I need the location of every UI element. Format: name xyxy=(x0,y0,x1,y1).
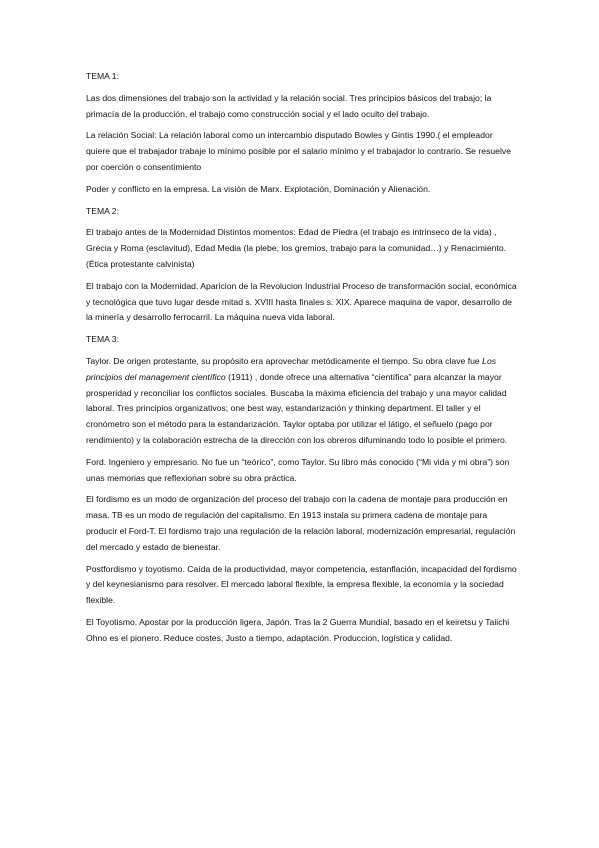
tema3-paragraph-toyotismo: El Toyotismo. Apostar por la producción ligera, Japón. Tras la 2 Guerra Mundial, basado en el keiretsu y Taiichi Ohno es el pionero. Reduce costes, Justo a tiempo, adaptación. Produccion, logística y calidad. xyxy=(86,616,510,643)
tema3-paragraph-ford: Ford. Ingeniero y empresario. No fue un “teórico”, como Taylor. Su libro más conocido (“Mi vida y mi obra”) son unas memorias que reflexionan sobre su obra práctica. xyxy=(86,456,510,483)
tema3-paragraph-taylor xyxy=(86,354,518,449)
taylor-book-title: Los principios del management científico xyxy=(86,355,497,382)
tema3-paragraph-postfordismo: Postfordismo y toyotismo. Caída de la productividad, mayor competencia, estanflación, incapacidad del fordismo y del keynesianismo para resolver. El mercado laboral flexible, la empresa flexible, la economía y la sociedad flexible. xyxy=(86,563,517,606)
tema2-heading: TEMA 2: xyxy=(86,205,119,216)
tema3-paragraph-fordismo: El fordismo es un modo de organización del proceso del trabajo con la cadena de montaje para producción en masa. TB es un modo de regulación del capitalismo. En 1913 instala su primera cadena de montaje para producir el Ford-T. El fordismo trajo una regulación de la relación laboral, modernización empresarial, regulación del mercado y estado de bienestar. xyxy=(86,494,516,552)
tema2-paragraph-antes-modernidad: El trabajo antes de la Modernidad Distintos momentos: Edad de Piedra (el trabajo es intrinseco de la vida) , Grecia y Roma (esclavitud), Edad Media (la plebe, los gremios, trabajo para la comunidad…) y Renacimiento. (Ética protestante calvinista) xyxy=(86,227,507,269)
tema2-paragraph-modernidad: El trabajo con la Modernidad. Aparicion de la Revolucion Industrial Proceso de transformación social, económica y tecnológica que tuvo lugar desde mitad s. XVIII hasta finales s. XIX. Aparece maquina de vapor, desarrollo de la minería y desarrollo ferrocarril. La máquina nueva vida laboral. xyxy=(86,280,517,323)
tema3-heading: TEMA 3: xyxy=(86,334,119,345)
tema1-paragraph-relacion-social: La relación Social: La relación laboral como un intercambio disputado Bowles y Gintis 1990.( el empleador quiere que el trabajador trabaje lo mínimo posible por el salario mínimo y el trabajador lo contrario. Se resuelve por coerción o consentimiento xyxy=(86,130,512,172)
taylor-text-after: (1911) , donde ofrece una alternativa “científica” para alcanzar la mayor prosperidad y reconciliar los conflictos sociales. Buscaba la máxima eficiencia del trabajo y una mayor calidad laboral. Tres principios organizativos; one best way, estandarización y thinking department. El taller y el cronómetro son el método para la estandarización. Taylor optaba por utilizar el látigo, el señuelo (pago por rendimiento) y la colaboración estrecha de la dirección con los obreros difuminando todo lo posible el primero. xyxy=(86,371,508,445)
tema1-paragraph-dimensions: Las dos dimensiones del trabajo son la actividad y la relación social. Tres principios básicos del trabajo; la primacía de la producción, el trabajo como construcción social y el lado oculto del trabajo. xyxy=(86,92,492,119)
tema1-paragraph-poder-conflicto: Poder y conflicto en la empresa. La visión de Marx. Explotación, Dominación y Alienación. xyxy=(86,183,431,194)
tema1-heading: TEMA 1: xyxy=(86,71,119,81)
document-body xyxy=(86,69,518,653)
taylor-text-before: Taylor. De origen protestante, su propósito era aprovechar metódicamente el tiempo. Su obra clave fue xyxy=(86,355,483,366)
